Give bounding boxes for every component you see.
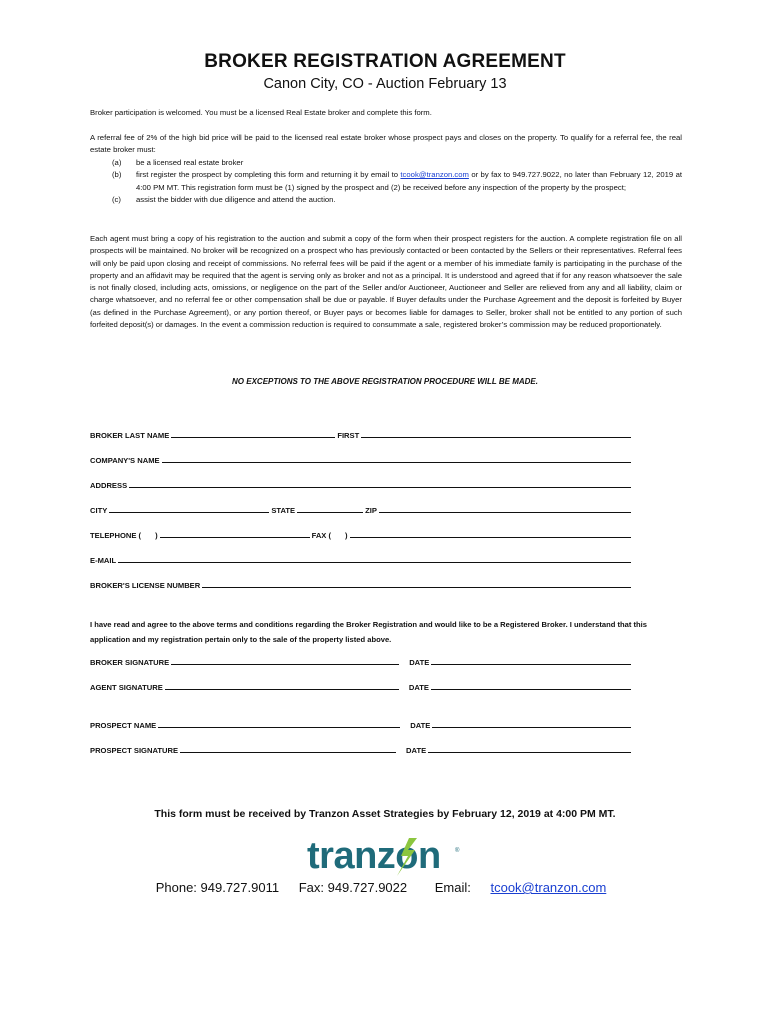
agent-date-field[interactable] bbox=[431, 689, 631, 690]
state-field[interactable] bbox=[297, 512, 363, 513]
address-label: ADDRESS bbox=[90, 481, 128, 490]
requirement-a-text: be a licensed real estate broker bbox=[136, 158, 244, 167]
contact-phone: Phone: 949.727.9011 bbox=[155, 880, 280, 895]
requirement-b-marker: (b) bbox=[112, 170, 122, 180]
address-field[interactable] bbox=[129, 487, 631, 488]
requirement-b-email-link[interactable]: tcook@tranzon.com bbox=[400, 170, 469, 180]
broker-signature-label: BROKER SIGNATURE bbox=[90, 658, 170, 667]
requirement-a bbox=[90, 157, 682, 169]
broker-signature-row bbox=[90, 655, 633, 667]
contact-email-label: Email: bbox=[434, 880, 475, 895]
state-label: STATE bbox=[271, 506, 296, 515]
contact-email bbox=[427, 880, 615, 895]
first-name-field[interactable] bbox=[361, 437, 631, 438]
requirement-b-text-before: first register the prospect by completing this form and returning it by email to bbox=[136, 170, 401, 180]
company-row bbox=[90, 453, 633, 465]
requirement-c-text: assist the bidder with due diligence and attend the auction. bbox=[136, 195, 336, 205]
registered-mark-icon: ® bbox=[455, 848, 460, 854]
broker-signature-field[interactable] bbox=[171, 664, 399, 665]
prospect-name-label: PROSPECT NAME bbox=[90, 721, 157, 730]
zip-field[interactable] bbox=[379, 512, 631, 513]
contact-fax: Fax: 949.727.9022 bbox=[298, 880, 408, 895]
no-exceptions-notice: NO EXCEPTIONS TO THE ABOVE REGISTRATION PROCEDURE WILL BE MADE. bbox=[232, 377, 538, 386]
city-field[interactable] bbox=[109, 512, 269, 513]
broker-last-name-label: BROKER LAST NAME bbox=[90, 431, 170, 440]
prospect-name-date-label: DATE bbox=[410, 721, 431, 730]
contact-email-link[interactable]: tcook@tranzon.com bbox=[490, 880, 607, 895]
fax-field[interactable] bbox=[350, 537, 631, 538]
document-subtitle: Canon City, CO - Auction February 13 bbox=[263, 76, 507, 92]
agreement-statement: I have read and agree to the above terms and conditions regarding the Broker Registration and would like to be a Registered Broker. I understand that this application and my registration pertain only to the sale of the property listed above. bbox=[90, 620, 647, 644]
agent-date-label: DATE bbox=[408, 683, 429, 692]
requirement-c-marker: (c) bbox=[112, 195, 121, 205]
city-row bbox=[90, 503, 633, 515]
telephone-label: TELEPHONE ( bbox=[90, 531, 142, 540]
agent-signature-field[interactable] bbox=[165, 689, 399, 690]
deadline-notice: This form must be received by Tranzon Asset Strategies by February 12, 2019 at 4:00 PM MT. bbox=[154, 808, 616, 820]
email-row bbox=[90, 553, 633, 565]
phone-row bbox=[90, 528, 633, 540]
agent-signature-label: AGENT SIGNATURE bbox=[90, 683, 163, 692]
referral-paragraph: A referral fee of 2% of the high bid price will be paid to the licensed real estate broker whose prospect pays and closes on the property. To qualify for a referral fee, the real estate broker must: bbox=[90, 133, 682, 155]
company-name-label: COMPANY'S NAME bbox=[90, 456, 160, 465]
fax-close-paren: ) bbox=[345, 531, 348, 540]
agent-paragraph: Each agent must bring a copy of his registration to the auction and submit a copy of the form when their prospect registers for the auction. A complete registration file on all prospects will be maintained. No broker will be recognized on a prospect who has previously contacted or been contacted by the Sellers or their representatives. Referral fees will only be paid upon closing and receipt of commissions. No referral fees will be paid if the agent or a member of his immediate family is participating in the purchase of the property and an affidavit may be required that the agent is serving only as broker and not as a principal. It is understood and agreed that if for any reason whatsoever the sale is not finally closed, including acts, omissions, or negligence on the part of the Seller and/or Auctioneer, Auctioneer and Seller are relieved from any and all liability, claim or charge whatsoever, and no referral fee or other compensation shall be due or payable. If Buyer defaults under the Purchase Agreement and the deposit is forfeited by Buyer (as defined in the Purchase Agreement), or any portion thereof, or Buyer pays or becomes liable for damages to Seller, broker shall not be entitled to any portion of such forfeited deposit(s) or damages. In the event a commission reduction is required to consummate a sale, registered broker’s commission may be reduced proportionately. bbox=[90, 234, 682, 329]
requirement-c bbox=[90, 194, 682, 206]
fax-label: FAX ( bbox=[311, 531, 332, 540]
prospect-signature-label: PROSPECT SIGNATURE bbox=[90, 746, 179, 755]
requirements-list bbox=[90, 157, 682, 207]
license-field[interactable] bbox=[202, 587, 631, 588]
license-row bbox=[90, 578, 633, 590]
intro-paragraph: Broker participation is welcomed. You must be a licensed Real Estate broker and complete this form. bbox=[90, 108, 432, 117]
license-label: BROKER'S LICENSE NUMBER bbox=[90, 581, 201, 590]
broker-date-label: DATE bbox=[409, 658, 430, 667]
prospect-name-date-field[interactable] bbox=[432, 727, 631, 728]
prospect-signature-field[interactable] bbox=[180, 752, 396, 753]
prospect-name-row bbox=[90, 718, 633, 730]
prospect-signature-date-label: DATE bbox=[406, 746, 427, 755]
email-field[interactable] bbox=[118, 562, 631, 563]
address-row bbox=[90, 478, 633, 490]
document-title: BROKER REGISTRATION AGREEMENT bbox=[204, 51, 566, 72]
requirement-a-marker: (a) bbox=[112, 158, 122, 167]
tranzon-logo-text: tranzon bbox=[307, 835, 441, 877]
prospect-name-field[interactable] bbox=[158, 727, 400, 728]
company-name-field[interactable] bbox=[162, 462, 631, 463]
zip-label: ZIP bbox=[365, 506, 377, 515]
city-label: CITY bbox=[90, 506, 108, 515]
agent-signature-row bbox=[90, 680, 633, 692]
prospect-signature-row bbox=[90, 743, 633, 755]
requirement-b-text-after: or by fax to 949.727.9022, no later than February 12, 2019 at 4:00 PM MT. This registration form must be (1) signed by the prospect and (2) be received before any inspection of the property by the prospect; bbox=[136, 170, 682, 192]
telephone-close-paren: ) bbox=[155, 531, 158, 540]
broker-date-field[interactable] bbox=[431, 664, 631, 665]
broker-name-row bbox=[90, 428, 633, 440]
broker-last-name-field[interactable] bbox=[171, 437, 335, 438]
contact-line bbox=[0, 880, 770, 895]
first-name-label: FIRST bbox=[337, 431, 360, 440]
requirement-b bbox=[90, 169, 682, 194]
telephone-field[interactable] bbox=[160, 537, 310, 538]
tranzon-logo bbox=[305, 834, 465, 880]
prospect-signature-date-field[interactable] bbox=[428, 752, 631, 753]
email-label: E-MAIL bbox=[90, 556, 117, 565]
